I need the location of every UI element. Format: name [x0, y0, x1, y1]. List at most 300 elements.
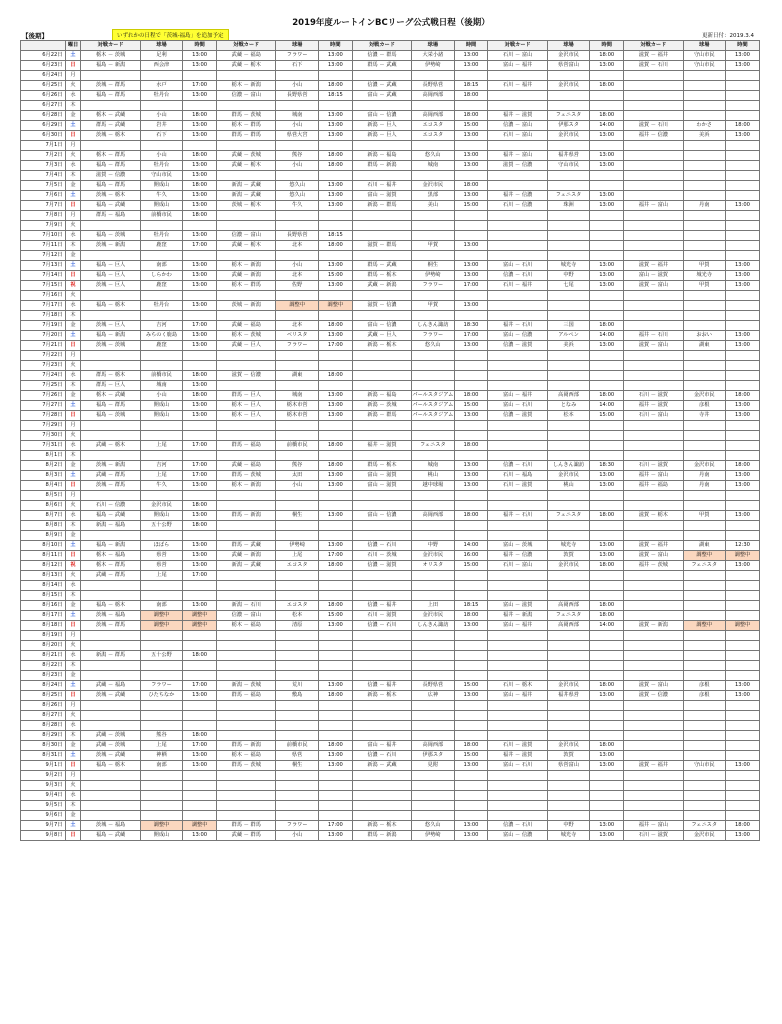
table-cell: 調整中 [725, 551, 759, 561]
table-cell [624, 451, 683, 461]
table-cell [412, 491, 454, 501]
weekday-cell: 金 [65, 321, 81, 331]
table-cell [547, 371, 589, 381]
weekday-cell: 火 [65, 501, 81, 511]
table-cell: エコスタ [412, 131, 454, 141]
table-cell: 13:00 [725, 681, 759, 691]
date-cell: 8月28日 [21, 721, 66, 731]
table-cell: アルペン [547, 331, 589, 341]
table-cell [412, 251, 454, 261]
table-cell: 福島 － 栃木 [81, 761, 140, 771]
table-cell: 長野県営 [276, 91, 318, 101]
table-cell: 13:00 [183, 331, 217, 341]
date-cell: 8月12日 [21, 561, 66, 571]
table-cell: 福井 － 新潟 [488, 611, 547, 621]
table-cell [217, 491, 276, 501]
table-row [21, 251, 760, 261]
table-cell: 金沢市民 [412, 611, 454, 621]
table-cell [683, 81, 725, 91]
table-cell [725, 181, 759, 191]
table-row [21, 721, 760, 731]
table-row [21, 371, 760, 381]
table-cell: 石川 － 福井 [488, 81, 547, 91]
table-cell: 前橋市民 [140, 211, 182, 221]
table-cell [81, 531, 140, 541]
table-cell [183, 701, 217, 711]
table-cell: 牛久 [140, 191, 182, 201]
table-cell: 滋賀 － 富山 [624, 341, 683, 351]
table-cell [590, 591, 624, 601]
table-cell [454, 701, 488, 711]
table-row [21, 281, 760, 291]
date-cell: 8月13日 [21, 571, 66, 581]
table-cell: 15:00 [318, 271, 352, 281]
table-cell [683, 671, 725, 681]
table-cell: 富山 － 信濃 [352, 111, 411, 121]
table-cell [81, 431, 140, 441]
updated-date: 更新日付：2019.3.4 [702, 33, 754, 39]
table-row [21, 811, 760, 821]
table-cell [412, 451, 454, 461]
table-row [21, 581, 760, 591]
table-cell [683, 601, 725, 611]
table-cell: 北本 [276, 271, 318, 281]
table-cell: 13:00 [454, 301, 488, 311]
table-cell: 岩井 [140, 121, 182, 131]
table-cell: 13:00 [183, 201, 217, 211]
weekday-cell: 木 [65, 731, 81, 741]
table-cell: フラワー [276, 821, 318, 831]
table-cell: 15:00 [318, 611, 352, 621]
table-cell: 調整中 [318, 301, 352, 311]
table-cell [488, 291, 547, 301]
table-cell [590, 651, 624, 661]
table-cell [683, 531, 725, 541]
table-cell: 福島 － 巨人 [81, 261, 140, 271]
table-cell: 石川 － 栃木 [488, 681, 547, 691]
date-cell: 8月16日 [21, 601, 66, 611]
table-cell [352, 771, 411, 781]
table-cell: 信濃 － 群馬 [352, 51, 411, 61]
table-cell [318, 781, 352, 791]
table-cell: 福井 － 滋賀 [352, 441, 411, 451]
table-row [21, 541, 760, 551]
date-cell: 7月5日 [21, 181, 66, 191]
table-cell: 調整中 [140, 611, 182, 621]
table-cell [454, 731, 488, 741]
date-cell: 6月23日 [21, 61, 66, 71]
table-cell: 13:00 [454, 191, 488, 201]
table-cell [683, 641, 725, 651]
column-header: 対戦カード [488, 41, 547, 51]
date-cell: 7月9日 [21, 221, 66, 231]
table-cell: 富山 － 滋賀 [352, 471, 411, 481]
table-cell: 群馬 － 福島 [217, 441, 276, 451]
table-cell [488, 791, 547, 801]
table-cell [624, 661, 683, 671]
table-cell: 13:00 [454, 61, 488, 71]
table-row [21, 661, 760, 671]
table-cell [683, 591, 725, 601]
table-cell [454, 591, 488, 601]
table-cell [140, 661, 182, 671]
table-cell [81, 801, 140, 811]
table-cell: 13:00 [318, 621, 352, 631]
table-cell: 富山 － 石川 [488, 761, 547, 771]
table-cell: 悠久山 [412, 821, 454, 831]
table-cell: フラワー [140, 681, 182, 691]
table-cell: 15:00 [590, 411, 624, 421]
table-body [21, 51, 760, 841]
column-header: 時間 [318, 41, 352, 51]
table-cell [547, 441, 589, 451]
table-cell [624, 231, 683, 241]
table-cell [488, 251, 547, 261]
table-cell: 調整中 [683, 621, 725, 631]
table-cell [412, 501, 454, 511]
table-cell [412, 371, 454, 381]
table-cell [725, 91, 759, 101]
table-cell [318, 291, 352, 301]
date-cell: 8月20日 [21, 641, 66, 651]
table-cell [276, 801, 318, 811]
table-row [21, 101, 760, 111]
table-cell: 伊那スタ [547, 121, 589, 131]
table-cell: 寺井 [683, 411, 725, 421]
table-cell: 18:00 [183, 211, 217, 221]
table-cell [140, 251, 182, 261]
weekday-cell: 金 [65, 531, 81, 541]
table-cell: オリスタ [412, 561, 454, 571]
table-cell [140, 641, 182, 651]
table-cell [276, 101, 318, 111]
date-cell: 7月25日 [21, 381, 66, 391]
table-cell: 13:00 [454, 241, 488, 251]
table-cell [488, 171, 547, 181]
table-cell: 新潟 － 福島 [352, 151, 411, 161]
table-cell [590, 531, 624, 541]
date-cell: 7月12日 [21, 251, 66, 261]
table-cell: 南部 [140, 601, 182, 611]
table-cell: 13:00 [590, 61, 624, 71]
table-cell [318, 221, 352, 231]
table-cell: 滋賀 － 信濃 [352, 301, 411, 311]
table-cell [81, 361, 140, 371]
table-cell [547, 241, 589, 251]
table-cell [725, 371, 759, 381]
table-cell [488, 811, 547, 821]
table-cell [683, 441, 725, 451]
table-cell [624, 101, 683, 111]
table-cell [624, 381, 683, 391]
table-cell [318, 521, 352, 531]
table-cell [725, 491, 759, 501]
table-cell: 石川 － 福島 [488, 471, 547, 481]
weekday-cell: 金 [65, 251, 81, 261]
table-cell [725, 591, 759, 601]
table-cell [454, 661, 488, 671]
table-cell: 五十公野 [140, 521, 182, 531]
table-cell [352, 491, 411, 501]
table-cell: 高岡西部 [412, 741, 454, 751]
table-cell: 富山 － 石川 [488, 401, 547, 411]
table-cell: 18:00 [318, 601, 352, 611]
table-cell [183, 531, 217, 541]
table-cell [624, 241, 683, 251]
table-row [21, 461, 760, 471]
table-cell: 13:00 [725, 511, 759, 521]
table-cell [276, 291, 318, 301]
table-row [21, 651, 760, 661]
weekday-cell: 日 [65, 831, 81, 841]
table-cell: 13:00 [725, 201, 759, 211]
weekday-cell: 土 [65, 261, 81, 271]
table-cell [590, 721, 624, 731]
table-cell [624, 781, 683, 791]
table-cell [547, 501, 589, 511]
table-cell: 13:00 [183, 91, 217, 101]
table-cell: 18:15 [454, 601, 488, 611]
table-cell: 上田 [412, 601, 454, 611]
table-cell: 15:00 [454, 561, 488, 571]
weekday-cell: 土 [65, 191, 81, 201]
table-row [21, 471, 760, 481]
table-cell [624, 431, 683, 441]
weekday-cell: 木 [65, 451, 81, 461]
table-cell [352, 791, 411, 801]
table-cell [725, 781, 759, 791]
table-cell: 栃木 － 福島 [217, 751, 276, 761]
table-cell [590, 181, 624, 191]
table-cell: 石下 [140, 131, 182, 141]
weekday-cell: 日 [65, 481, 81, 491]
table-cell: 滋賀 － 石川 [624, 61, 683, 71]
table-cell: 武蔵 － 新潟 [217, 551, 276, 561]
table-cell: 丹南 [683, 471, 725, 481]
table-cell: 栃木 － 新潟 [217, 481, 276, 491]
table-cell [276, 451, 318, 461]
table-cell: 13:00 [590, 261, 624, 271]
table-cell: 武蔵 － 群馬 [81, 571, 140, 581]
date-cell: 8月1日 [21, 451, 66, 461]
table-cell [217, 71, 276, 81]
table-cell: 17:00 [183, 741, 217, 751]
table-cell [590, 811, 624, 821]
table-cell [547, 521, 589, 531]
weekday-cell: 日 [65, 131, 81, 141]
table-cell: 信濃 － 福井 [352, 681, 411, 691]
table-cell [217, 531, 276, 541]
date-cell: 8月4日 [21, 481, 66, 491]
table-cell [624, 191, 683, 201]
table-cell: 足利 [140, 51, 182, 61]
table-cell: 信濃 － 富山 [217, 91, 276, 101]
table-cell [318, 581, 352, 591]
table-cell: フェニスタ [683, 561, 725, 571]
table-cell [318, 421, 352, 431]
table-cell: 甲賀 [412, 241, 454, 251]
table-cell: 福井県営 [547, 151, 589, 161]
table-cell [590, 631, 624, 641]
table-cell: 武蔵 － 福島 [217, 321, 276, 331]
table-cell [412, 591, 454, 601]
table-cell [590, 771, 624, 781]
date-cell: 7月6日 [21, 191, 66, 201]
table-cell [183, 291, 217, 301]
table-cell: 13:00 [454, 621, 488, 631]
table-cell: 福井 － 富山 [624, 471, 683, 481]
date-cell: 7月28日 [21, 411, 66, 421]
date-cell: 9月1日 [21, 761, 66, 771]
table-cell: わかさ [683, 121, 725, 131]
table-cell: しんきん諏訪 [412, 321, 454, 331]
table-cell: 18:15 [318, 231, 352, 241]
table-cell: 栃木 － 群馬 [217, 121, 276, 131]
table-cell [488, 721, 547, 731]
table-cell: 新潟 － 群馬 [352, 411, 411, 421]
table-cell [81, 671, 140, 681]
table-cell: 越中球場 [412, 481, 454, 491]
table-cell [276, 521, 318, 531]
table-cell [81, 811, 140, 821]
table-cell [217, 651, 276, 661]
table-row [21, 691, 760, 701]
table-cell: 小山 [276, 161, 318, 171]
date-cell: 8月9日 [21, 531, 66, 541]
table-row [21, 321, 760, 331]
table-cell [276, 711, 318, 721]
table-cell [454, 491, 488, 501]
table-cell [183, 711, 217, 721]
table-cell: 15:00 [454, 201, 488, 211]
table-cell: 17:00 [454, 331, 488, 341]
date-cell: 7月7日 [21, 201, 66, 211]
table-cell: 石川 － 福井 [488, 281, 547, 291]
table-cell: 小山 [140, 111, 182, 121]
table-cell [276, 771, 318, 781]
date-cell: 7月19日 [21, 321, 66, 331]
table-cell: 17:00 [454, 281, 488, 291]
table-cell: 17:00 [183, 571, 217, 581]
table-cell [725, 701, 759, 711]
table-cell: 小山 [140, 151, 182, 161]
table-cell: 大栄小諸 [412, 51, 454, 61]
table-cell [454, 291, 488, 301]
table-cell: 群馬 － 新潟 [217, 511, 276, 521]
date-cell: 7月3日 [21, 161, 66, 171]
table-cell: 15:00 [454, 401, 488, 411]
table-cell: 北本 [276, 321, 318, 331]
table-cell: 信濃 － 富山 [217, 231, 276, 241]
table-cell [590, 221, 624, 231]
table-cell [725, 571, 759, 581]
table-cell [683, 811, 725, 821]
table-cell: 13:00 [183, 51, 217, 61]
table-cell [140, 791, 182, 801]
table-cell: 群馬 － 福島 [81, 211, 140, 221]
table-cell: 石川 － 滋賀 [488, 481, 547, 491]
table-cell: 13:00 [318, 111, 352, 121]
table-cell: 18:00 [183, 651, 217, 661]
weekday-cell: 祝 [65, 281, 81, 291]
table-cell [725, 251, 759, 261]
table-cell: 13:00 [183, 191, 217, 201]
table-cell [547, 671, 589, 681]
table-cell: 18:00 [183, 731, 217, 741]
table-cell: 滋賀 － 福井 [624, 261, 683, 271]
table-row [21, 611, 760, 621]
table-cell [318, 451, 352, 461]
table-cell [454, 571, 488, 581]
table-cell: となみ [547, 401, 589, 411]
table-cell: 茨城 － 武蔵 [81, 691, 140, 701]
table-cell [590, 781, 624, 791]
table-cell [352, 501, 411, 511]
table-cell: 富山 － 滋賀 [352, 481, 411, 491]
weekday-cell: 日 [65, 761, 81, 771]
table-cell [683, 301, 725, 311]
table-cell: 新潟 － 群馬 [81, 651, 140, 661]
table-cell [318, 671, 352, 681]
weekday-cell: 木 [65, 101, 81, 111]
table-cell: 13:00 [183, 541, 217, 551]
table-cell [276, 381, 318, 391]
table-cell: 18:00 [183, 181, 217, 191]
table-cell [318, 791, 352, 801]
table-row [21, 701, 760, 711]
table-cell [352, 141, 411, 151]
table-cell [352, 451, 411, 461]
table-cell [683, 431, 725, 441]
table-cell: 18:00 [183, 521, 217, 531]
table-cell: 13:00 [454, 831, 488, 841]
table-cell [590, 731, 624, 741]
table-cell: 桐生 [412, 261, 454, 271]
schedule-table [20, 40, 760, 841]
date-cell: 8月30日 [21, 741, 66, 751]
date-cell: 7月24日 [21, 371, 66, 381]
table-cell: 13:00 [183, 121, 217, 131]
table-cell: 滋賀 － 福井 [624, 541, 683, 551]
table-cell [352, 371, 411, 381]
table-cell [624, 771, 683, 781]
table-cell: 茨城 － 茨城 [81, 341, 140, 351]
table-cell: 武蔵 － 栃木 [217, 161, 276, 171]
date-cell: 6月28日 [21, 111, 66, 121]
table-cell: 14:00 [454, 541, 488, 551]
table-cell [547, 171, 589, 181]
date-cell: 7月29日 [21, 421, 66, 431]
table-cell [352, 531, 411, 541]
table-cell: 13:00 [183, 281, 217, 291]
table-cell: 13:00 [183, 401, 217, 411]
table-cell [725, 441, 759, 451]
table-cell [318, 721, 352, 731]
table-cell: 18:00 [318, 561, 352, 571]
table-cell [590, 211, 624, 221]
table-cell [140, 221, 182, 231]
table-cell: 福島 － 栃木 [81, 301, 140, 311]
table-cell [683, 371, 725, 381]
table-cell: 武蔵 － 巨人 [217, 341, 276, 351]
table-cell: 新潟 － 福島 [352, 391, 411, 401]
table-cell: 13:00 [590, 271, 624, 281]
table-cell: 富山 － 滋賀 [624, 271, 683, 281]
table-cell: 13:00 [725, 481, 759, 491]
table-cell [454, 771, 488, 781]
table-cell [547, 421, 589, 431]
table-row [21, 261, 760, 271]
